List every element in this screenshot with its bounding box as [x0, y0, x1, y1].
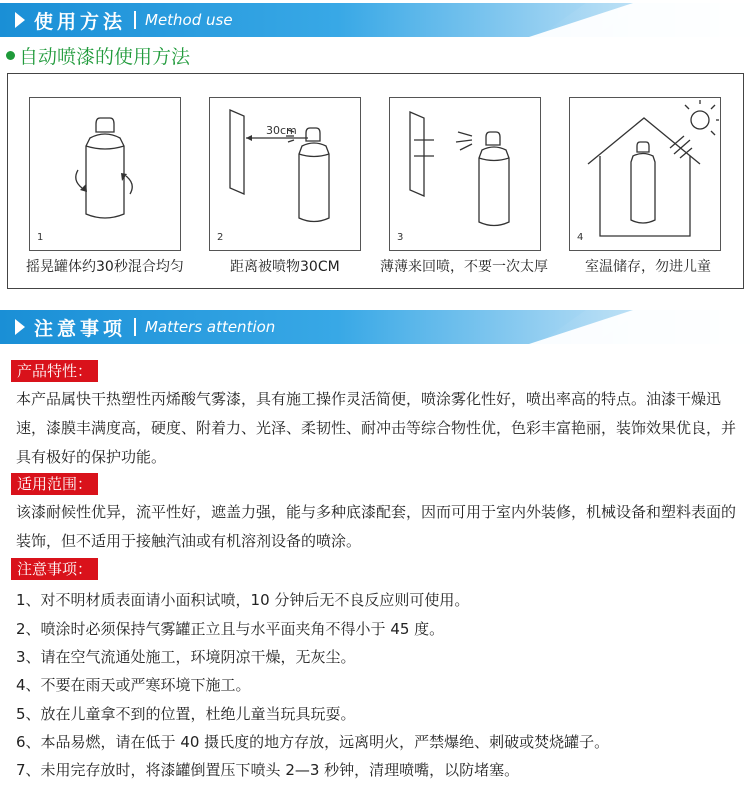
step-1-label: 摇晃罐体约30秒混合均匀	[26, 259, 184, 275]
arrow-icon	[15, 12, 25, 28]
step-4-illustration	[569, 97, 721, 251]
precaution-item: 5、放在儿童拿不到的位置，杜绝儿童当玩具玩耍。	[16, 705, 356, 723]
step-1-illustration	[29, 97, 181, 251]
house-storage-icon	[570, 98, 720, 250]
arrow-icon	[15, 319, 25, 335]
precaution-item: 2、喷涂时必须保持气雾罐正立且与水平面夹角不得小于 45 度。	[16, 620, 445, 638]
step-1-number: 1	[37, 232, 44, 243]
usage-title-en: Method use	[145, 11, 233, 29]
precautions-tag: 注意事项：	[11, 558, 98, 580]
scope-text: 该漆耐候性优异，流平性好，遮盖力强，能与多种底漆配套，因而可用于室内外装修，机械设备和塑料表面的装饰，但不适用于接触汽油或有机溶剂设备的喷涂。	[16, 503, 737, 550]
features-text: 本产品属快干热塑性丙烯酸气雾漆，具有施工操作灵活简便，喷涂雾化性好，喷出率高的特点。油漆干燥迅速，漆膜丰满度高，硬度、附着力、光泽、柔韧性、耐冲击等综合物性优，色彩丰富艳丽，装饰效果优良，并具有极好的保护功能。	[16, 390, 737, 466]
section-subtitle	[6, 42, 190, 69]
step-4-number: 4	[577, 232, 584, 243]
notes-title-en: Matters attention	[145, 318, 276, 336]
notes-banner	[0, 310, 750, 344]
precaution-item: 1、对不明材质表面请小面积试喷，10 分钟后无不良反应则可使用。	[16, 591, 470, 609]
precaution-item: 4、不要在雨天或严寒环境下施工。	[16, 676, 251, 694]
shake-can-icon	[30, 98, 180, 250]
features-tag: 产品特性：	[11, 360, 98, 382]
usage-banner	[0, 3, 750, 37]
step-3-illustration	[389, 97, 541, 251]
step-3-number: 3	[397, 232, 404, 243]
banner-divider	[134, 11, 136, 29]
usage-title-cn: 使用方法	[34, 11, 127, 33]
step-2-label: 距离被喷物30CM	[230, 259, 340, 275]
scope-tag: 适用范围：	[11, 473, 98, 495]
usage-steps-panel	[7, 73, 744, 289]
subtitle-text: 自动喷漆的使用方法	[19, 46, 191, 68]
notes-title-cn: 注意事项	[34, 318, 127, 340]
distance-mark: 30cm	[266, 124, 297, 137]
step-2-number: 2	[217, 232, 224, 243]
precaution-item: 3、请在空气流通处施工，环境阴凉干燥，无灰尘。	[16, 648, 356, 666]
precaution-item: 7、未用完存放时，将漆罐倒置压下喷头 2—3 秒钟，清理喷嘴，以防堵塞。	[16, 761, 520, 779]
step-2-illustration	[209, 97, 361, 251]
bullet-icon	[6, 51, 15, 60]
banner-divider	[134, 318, 136, 336]
step-3-label: 薄薄来回喷，不要一次太厚	[380, 259, 548, 275]
spray-distance-icon	[210, 98, 360, 250]
thin-spray-icon	[390, 98, 540, 250]
step-4-label: 室温储存，勿进儿童	[585, 259, 711, 275]
precaution-item: 6、本品易燃，请在低于 40 摄氏度的地方存放，远离明火，严禁爆绝、刺破或焚烧罐子。	[16, 733, 610, 751]
